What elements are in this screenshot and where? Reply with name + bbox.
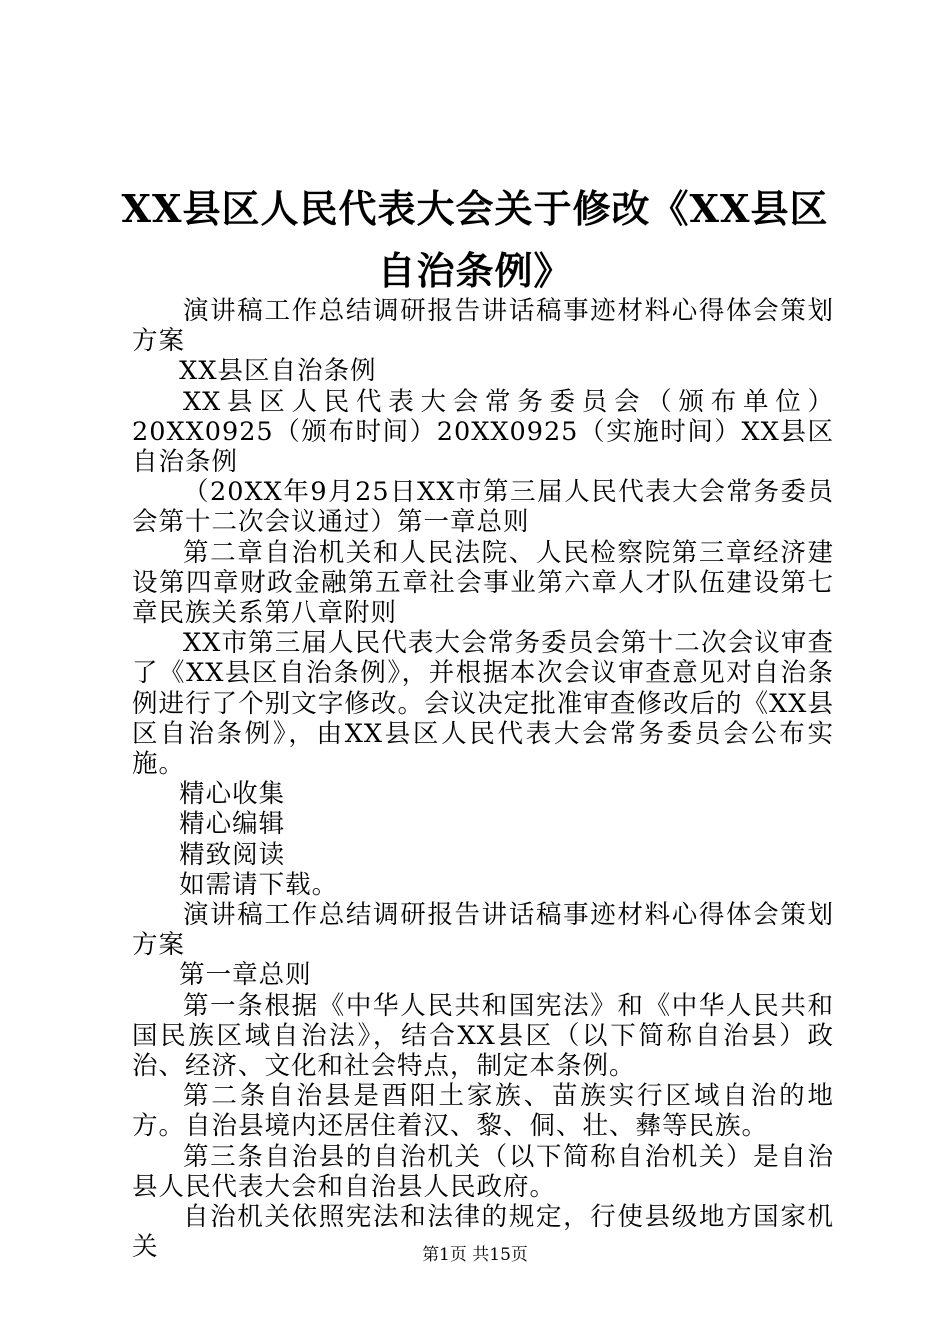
paragraph: XX县区自治条例 (179, 356, 377, 387)
paragraph: 如需请下载。 (179, 869, 339, 900)
paragraph: XX县区人民代表大会常务委员会（颁布单位）20XX0925（颁布时间）20XX0925（实施时间）XX县区自治条例 (132, 386, 834, 478)
paragraph: 第一条根据《中华人民共和国宪法》和《中华人民共和国民族区域自治法》，结合XX县区（以下简称自治县）政治、经济、文化和社会特点，制定本条例。 (132, 990, 834, 1082)
paragraph: 第三条自治县的自治机关（以下简称自治机关）是自治县人民代表大会和自治县人民政府。 (132, 1141, 834, 1202)
page-number: 第1页 共15页 (422, 1245, 528, 1265)
document-title: XX县区人民代表大会关于修改《XX县区自治条例》 (121, 186, 829, 293)
paragraph: XX市第三届人民代表大会常务委员会第十二次会议审查了《XX县区自治条例》，并根据本次会议审查意见对自治条例进行了个别文字修改。会议决定批准审查修改后的《XX县区自治条例》，由XX县区人民代表大会常务委员会公布实施。 (132, 628, 834, 780)
paragraph: 精致阅读 (179, 839, 286, 870)
paragraph: 演讲稿工作总结调研报告讲话稿事迹材料心得体会策划方案 (132, 296, 834, 357)
paragraph: 第一章总则 (179, 960, 312, 991)
paragraph: 第二章自治机关和人民法院、人民检察院第三章经济建设第四章财政金融第五章社会事业第六章人才队伍建设第七章民族关系第八章附则 (132, 537, 834, 629)
paragraph: （20XX年9月25日XX市第三届人民代表大会常务委员会第十二次会议通过）第一章总则 (132, 477, 834, 538)
paragraph: 演讲稿工作总结调研报告讲话稿事迹材料心得体会策划方案 (132, 900, 834, 961)
document-body (132, 296, 834, 1263)
paragraph: 自治机关依照宪法和法律的规定，行使县级地方国家机关 (132, 1202, 834, 1263)
paragraph: 第二条自治县是酉阳土家族、苗族实行区域自治的地方。自治县境内还居住着汉、黎、侗、壮、彝等民族。 (132, 1081, 834, 1142)
paragraph: 精心收集 (179, 779, 286, 810)
paragraph: 精心编辑 (179, 809, 286, 840)
